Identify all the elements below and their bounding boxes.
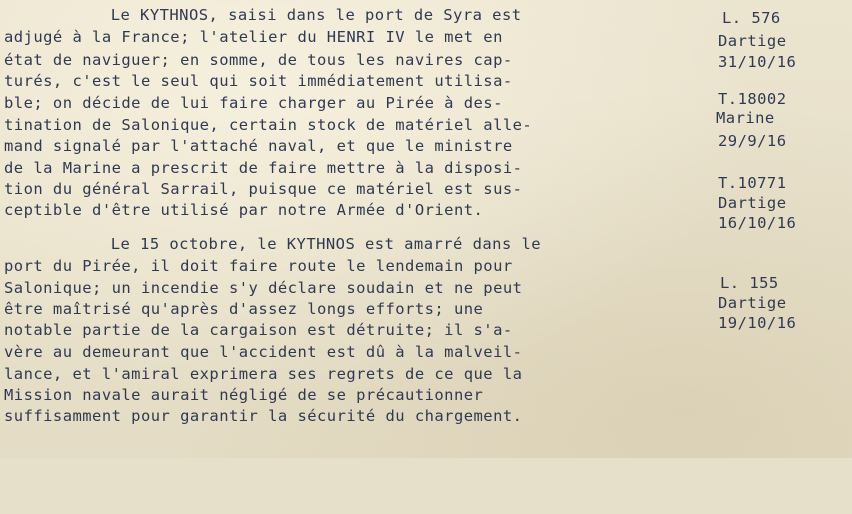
margin-note-line: Marine — [716, 109, 775, 127]
text-line: tion du général Sarrail, puisque ce matériel est sus- — [4, 180, 523, 198]
text-line: de la Marine a prescrit de faire mettre à la disposi- — [4, 159, 523, 177]
margin-note-line: L. 576 — [722, 9, 781, 27]
text-line: état de naviguer; en somme, de tous les navires cap- — [4, 51, 513, 69]
text-line: turés, c'est le seul qui soit immédiatement utilisa- — [4, 72, 513, 90]
text-line: tination de Salonique, certain stock de matériel alle- — [4, 116, 533, 134]
text-line: notable partie de la cargaison est détruite; il s'a- — [4, 321, 513, 339]
text-line: mand signalé par l'attaché naval, et que le ministre — [4, 137, 513, 155]
text-line: vère au demeurant que l'accident est dû à la malveil- — [4, 343, 523, 361]
text-line: ceptible d'être utilisé par notre Armée d'Orient. — [4, 201, 484, 219]
margin-note-line: 29/9/16 — [718, 132, 787, 150]
margin-note-line: T.10771 — [718, 174, 787, 192]
margin-note-line: L. 155 — [720, 274, 779, 292]
margin-note-line: Dartige — [718, 294, 787, 312]
text-line: port du Pirée, il doit faire route le lendemain pour — [4, 257, 513, 275]
text-line: adjugé à la France; l'atelier du HENRI IV le met en — [4, 28, 503, 46]
text-line: lance, et l'amiral exprimera ses regrets de ce que la — [4, 365, 523, 383]
margin-note-line: 31/10/16 — [718, 53, 797, 71]
text-line: Mission navale aurait négligé de se précautionner — [4, 386, 484, 404]
text-line: suffisamment pour garantir la sécurité du chargement. — [4, 407, 523, 425]
text-line: être maîtrisé qu'après d'assez longs efforts; une — [4, 300, 484, 318]
margin-references — [712, 0, 852, 385]
margin-note-line: 16/10/16 — [718, 214, 797, 232]
text-line: Le KYTHNOS, saisi dans le port de Syra est — [52, 6, 522, 24]
margin-note-line: Dartige — [718, 32, 787, 50]
margin-note-line: 19/10/16 — [718, 314, 797, 332]
margin-note-line: T.18002 — [718, 90, 787, 108]
text-line: Salonique; un incendie s'y déclare soudain et ne peut — [4, 279, 523, 297]
text-line: Le 15 octobre, le KYTHNOS est amarré dans le — [52, 235, 542, 253]
margin-note-line: Dartige — [718, 194, 787, 212]
text-line: ble; on décide de lui faire charger au Pirée à des- — [4, 94, 503, 112]
